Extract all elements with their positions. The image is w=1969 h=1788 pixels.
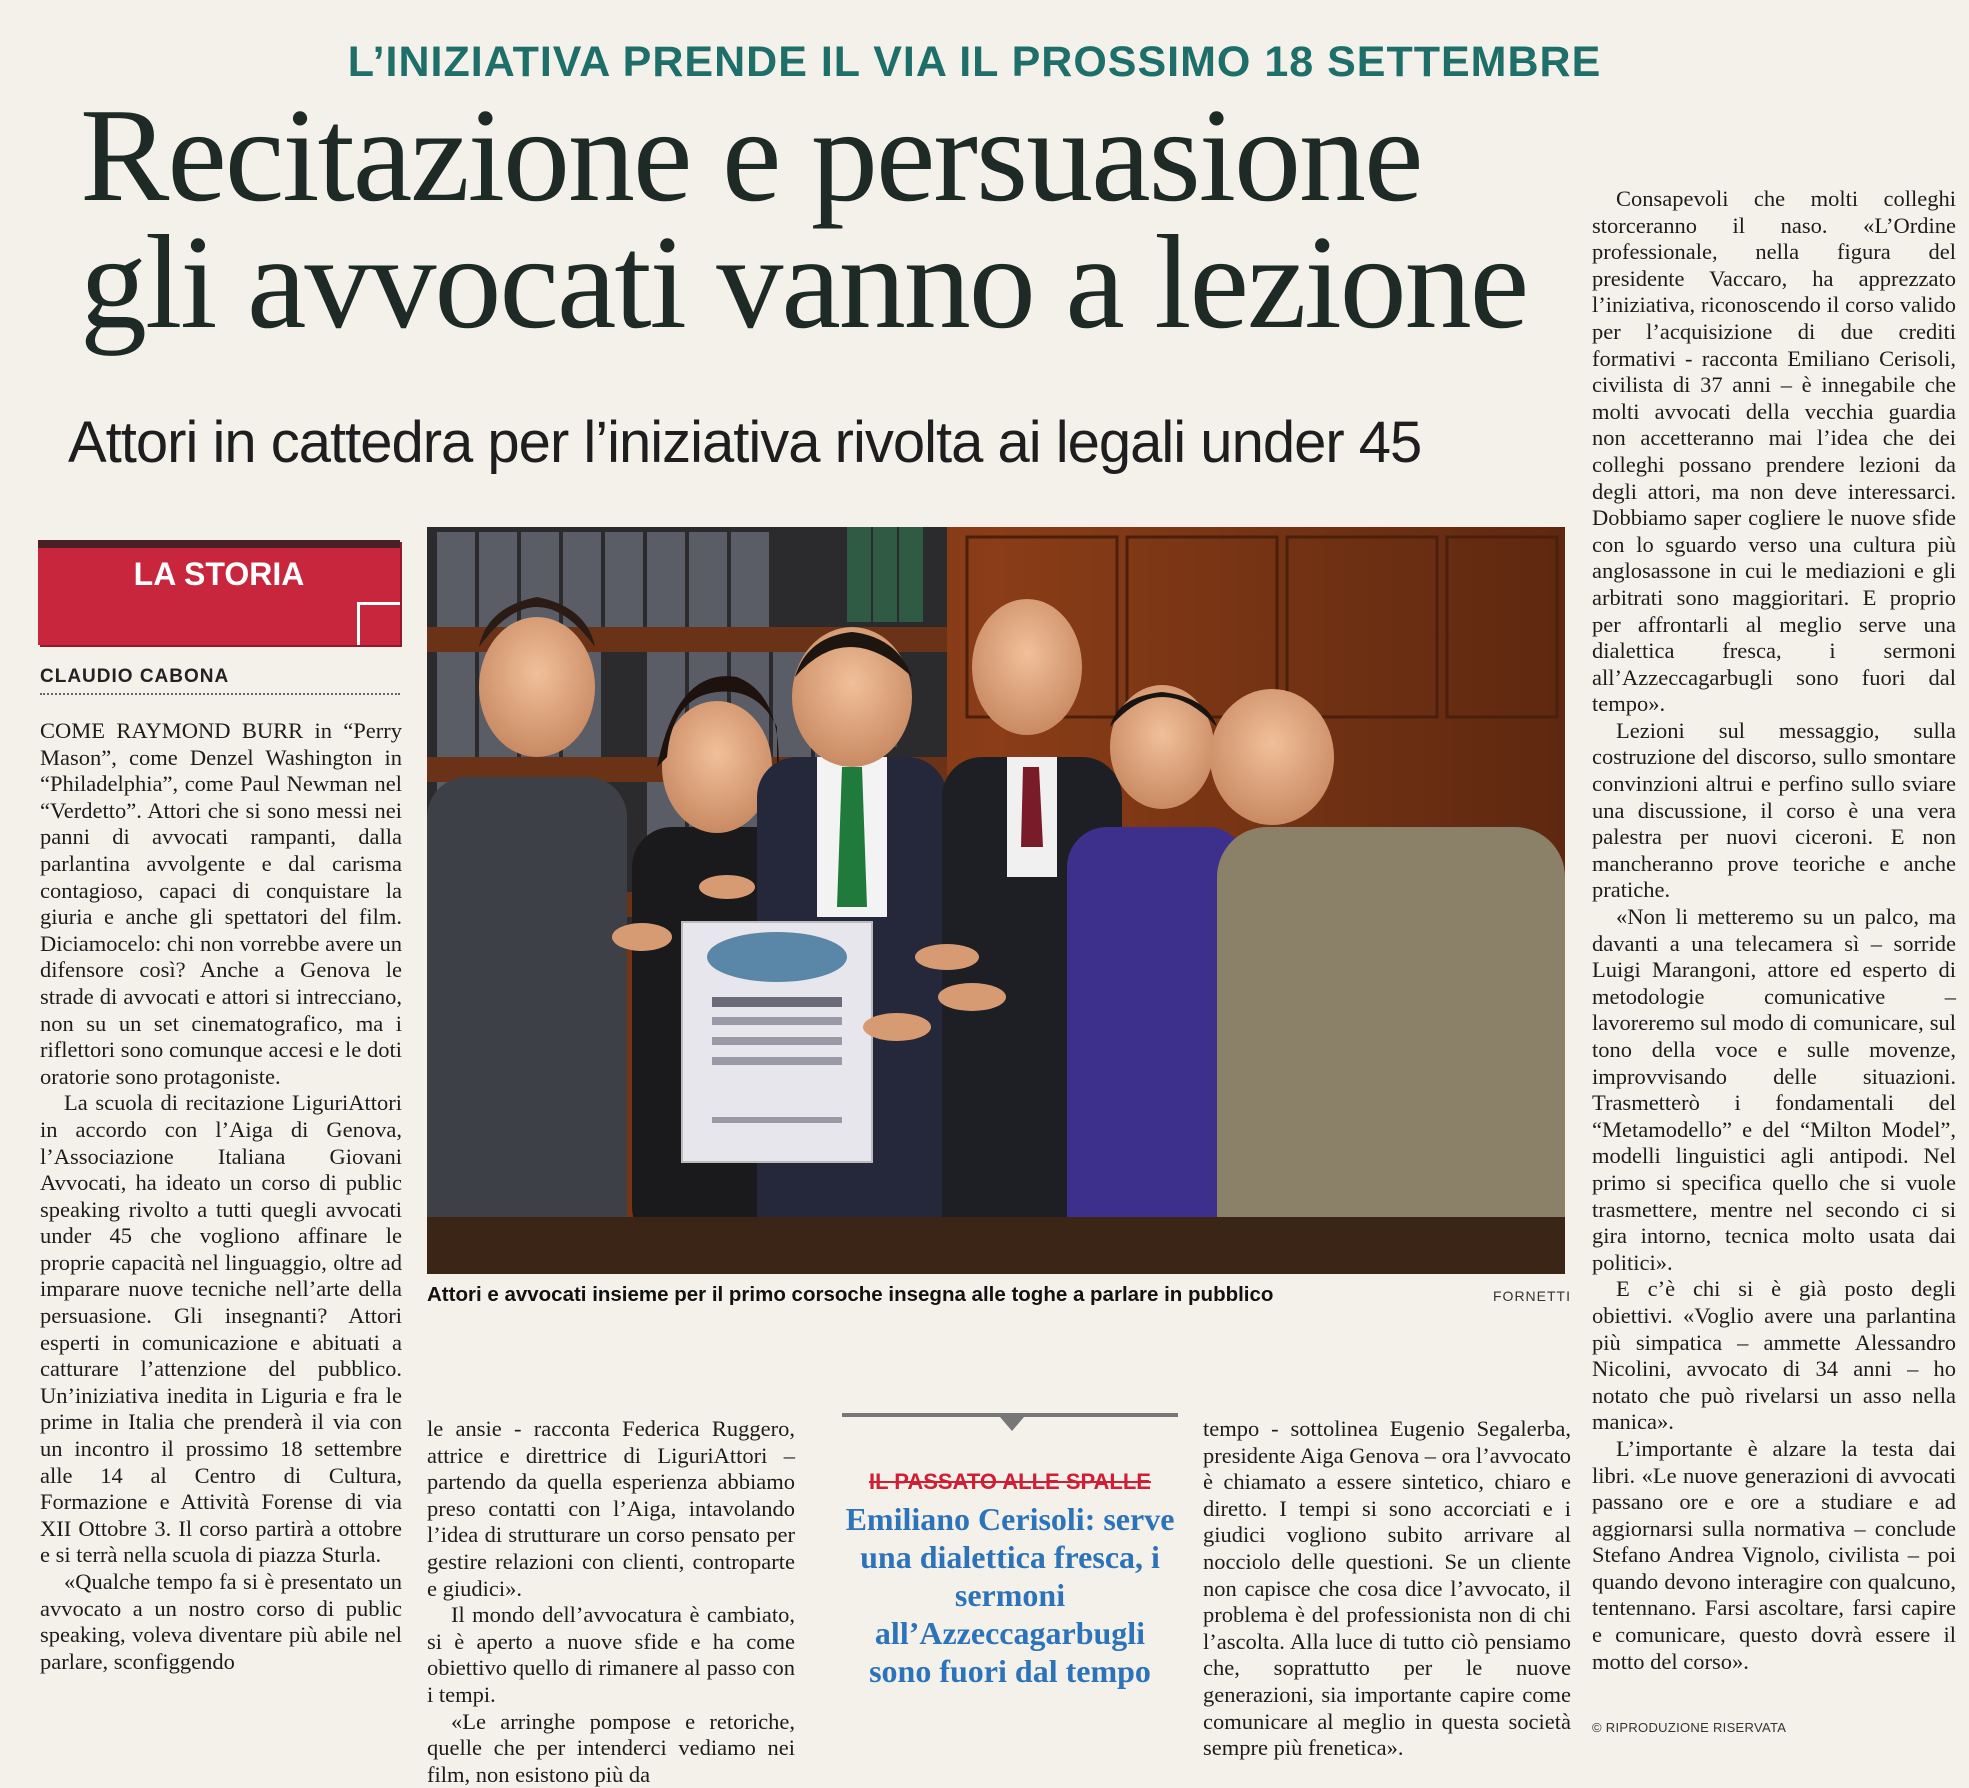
byline: CLAUDIO CABONA	[40, 666, 230, 687]
headline-line-1: Recitazione e persuasione	[80, 81, 1422, 229]
pull-quote-arrow-icon	[1000, 1417, 1024, 1431]
subheadline: Attori in cattedra per l’iniziativa rivolta ai legali under 45	[68, 410, 1422, 475]
column-4-paragraph: Consapevoli che molti colleghi storceranno il naso. «L’Ordine professionale, nella figura del presidente Vaccaro, ha apprezzato l’iniziativa, riconoscendo il corso valido per l’acquisizione di due crediti formativi - racconta Emiliano Cerisoli, civilista di 37 anni – è innegabile che molti avvocati della vecchia guardia non accetteranno mai l’idea che dei colleghi possano prendere lezioni da degli attori, ma non deve interessarci. Dobbiamo saper cogliere le nuove sfide con lo sguardo verso una cultura più anglosassone in cui le mediazioni e gli arbitrati sono maggioritari. E proprio per affrontarli al meglio serve una dialettica fresca, i sermoni all’Azzeccagarbugli sono fuori dal tempo».	[1592, 186, 1956, 717]
kicker-text: L’INIZIATIVA PRENDE IL VIA IL PROSSIMO 18 SETTEMBRE	[347, 38, 1602, 86]
column-4	[1592, 186, 1956, 1675]
column-1-paragraph: «Qualche tempo fa si è presentato un avvocato a un nostro corso di public speaking, voleva diventare più abile nel parlare, sconfiggendo	[40, 1569, 402, 1674]
column-2-paragraph: le ansie - racconta Federica Ruggero, attrice e direttrice di LiguriAttori – partendo da quella esperienza abbiamo preso contatti con l’Aiga, intavolando l’idea di strutturare un corso pensato per gestire relazioni con clienti, controparte e giudici».	[427, 1416, 795, 1601]
photo-caption: Attori e avvocati insieme per il primo corsoche insegna alle toghe a parlare in pubblico	[427, 1283, 1274, 1306]
article-kicker	[0, 38, 1969, 87]
column-2-paragraph: «Le arringhe pompose e retoriche, quelle che per intenderci vediamo nei film, non esistono più da	[427, 1708, 795, 1787]
column-3-paragraph: tempo - sottolinea Eugenio Segalerba, presidente Aiga Genova – ora l’avvocato è chiamato a essere sintetico, chiaro e diretto. I tempi si sono accorciati e i giudici vogliono subito arrivare al nocciolo delle questioni. Se un cliente non capisce che cosa dice l’avvocato, il problema è del professionista non di chi l’ascolta. Alla luce di tutto ciò pensiamo che, soprattutto per le nuove generazioni, sia importante capire come comunicare al meglio in questa società sempre più frenetica».	[1203, 1416, 1571, 1761]
section-label: LA STORIA	[133, 556, 305, 592]
pull-quote: Emiliano Cerisoli: serve una dialettica fresca, i sermoni all’Azzeccagarbugli sono fuori dal tempo	[845, 1501, 1175, 1689]
group-photo	[427, 527, 1565, 1274]
pull-quote-kicker: IL PASSATO ALLE SPALLE	[869, 1469, 1151, 1494]
column-4-paragraph: Lezioni sul messaggio, sulla costruzione del discorso, sullo smontare convinzioni altrui e perfino sullo sviare una discussione, il corso è una vera palestra per nuovi ciceroni. E non mancheranno prove teoriche e anche pratiche.	[1592, 717, 1956, 903]
column-3	[1203, 1416, 1571, 1762]
label-corner-mark	[357, 602, 400, 645]
headline	[80, 81, 1580, 356]
column-4-paragraph: L’importante è alzare la testa dai libri. «Le nuove generazioni di avvocati passano ore e ore a studiare e ad aggiornarsi sulla normativa – conclude Stefano Andrea Vignolo, civilista – poi quando devono interagire con qualcuno, tentennano. Farsi ascoltare, farsi capire e comunicare, questo dovrà essere il motto del corso».	[1592, 1435, 1956, 1674]
photo-credit: FORNETTI	[1493, 1288, 1571, 1304]
section-label-box	[38, 540, 400, 645]
copyright-notice: © RIPRODUZIONE RISERVATA	[1592, 1720, 1787, 1735]
group-photo-illustration	[427, 527, 1565, 1274]
column-4-paragraph: «Non li metteremo su un palco, ma davanti a una telecamera sì – sorride Luigi Marangoni, attore ed esperto di metodologie comunicative – lavoreremo sul modo di comunicare, sul tono della voce e sulle movenze, improvvisando delle situazioni. Trasmetterò i fondamentali del “Metamodello” e del “Milton Model”, modelli linguistici agli antipodi. Nel primo si specifica quello che si vuole trasmettere, mentre nel secondo ci si gira intorno, tecnica molto usata dai politici».	[1592, 904, 1956, 1275]
column-2-paragraph: Il mondo dell’avvocatura è cambiato, si è aperto a nuove sfide e ha come obiettivo quello di rimanere al passo con i tempi.	[427, 1602, 795, 1707]
byline-rule	[40, 693, 400, 695]
column-1-paragraph: COME RAYMOND BURR in “Perry Mason”, come Denzel Washington in “Philadelphia”, come Paul Newman nel “Verdetto”. Attori che si sono messi nei panni di avvocati rampanti, dalla parlantina avvolgente e dal carisma contagioso, capaci di conquistare la giuria e anche gli spettatori del film. Diciamocelo: chi non vorrebbe avere un difensore così? Anche a Genova le strade di avvocati e attori si intrecciano, non su un set cinematografico, ma i riflettori sono comunque accesi e le doti oratorie sono protagoniste.	[40, 718, 402, 1089]
column-1-paragraph: La scuola di recitazione LiguriAttori in accordo con l’Aiga di Genova, l’Associazione Italiana Giovani Avvocati, ha ideato un corso di public speaking rivolto a tutti quegli avvocati under 45 che vogliono affinare le proprie capacità nel linguaggio, oltre ad imparare nuove tecniche nell’arte della persuasione. Gli insegnanti? Attori esperti in comunicazione e abituati a catturare l’attenzione del pubblico. Un’iniziativa inedita in Liguria e fra le prime in Italia che prenderà il via con un incontro il prossimo 18 settembre alle 14 al Centro di Cultura, Formazione e Attività Forense di via XII Ottobre 3. Il corso partirà a ottobre e si terrà nella scuola di piazza Sturla.	[40, 1090, 402, 1568]
column-1	[40, 718, 402, 1675]
column-2	[427, 1416, 795, 1788]
headline-line-2: gli avvocati vanno a lezione	[80, 208, 1528, 356]
column-4-paragraph: E c’è chi si è già posto degli obiettivi. «Voglio avere una parlantina più simpatica – ammette Alessandro Nicolini, avvocato di 34 anni – ho notato che può rivelarsi un asso nella manica».	[1592, 1276, 1956, 1435]
